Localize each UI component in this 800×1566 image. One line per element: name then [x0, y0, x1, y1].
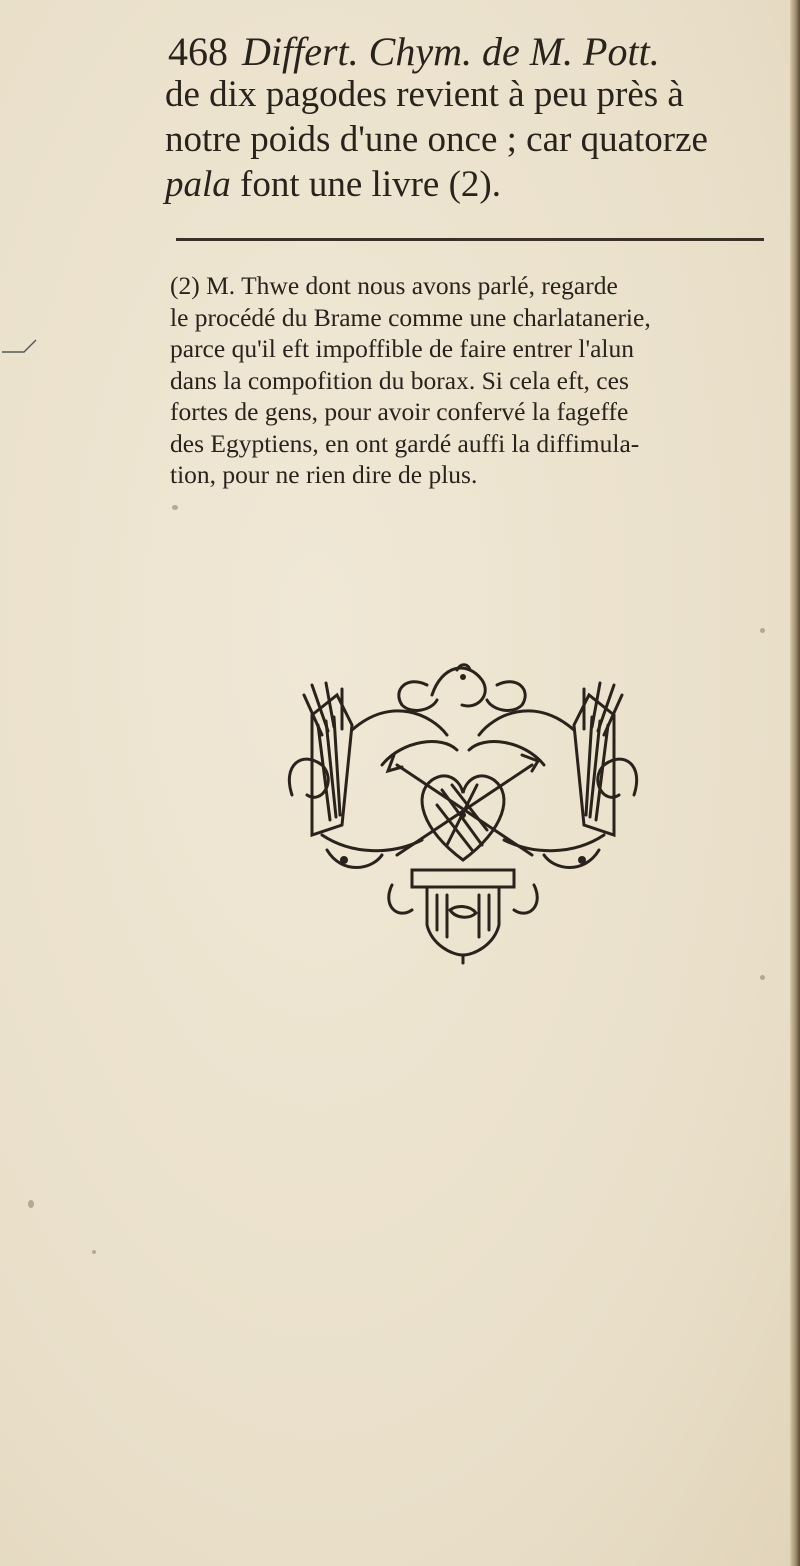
main-text — [165, 72, 785, 207]
footnote-line: fortes de gens, pour avoir confervé la fageffe — [170, 397, 629, 426]
paper-speck — [760, 628, 765, 633]
italic-word: pala — [165, 164, 231, 205]
paper-speck — [760, 975, 765, 980]
margin-pencil-mark — [0, 336, 40, 356]
footnote-rule — [176, 238, 764, 241]
page-edge-shadow — [790, 0, 800, 1566]
text-line: de dix pagodes revient à peu près à — [165, 74, 684, 115]
footnote-line: (2) M. Thwe dont nous avons parlé, regarde — [170, 271, 618, 300]
footnote — [170, 270, 770, 491]
text-line — [165, 162, 785, 207]
page-number: 468 — [168, 29, 228, 74]
paper-speck — [28, 1200, 34, 1208]
footnote-line: parce qu'il eft impoffible de faire entrer l'alun — [170, 334, 634, 363]
footnote-line: dans la compofition du borax. Si cela eft, ces — [170, 365, 629, 395]
footnote-line: des Egyptiens, en ont gardé auffi la diffimula- — [170, 428, 640, 458]
paper-speck — [92, 1250, 96, 1254]
text-line: notre poids d'une once ; car quatorze — [165, 119, 708, 160]
text-line-rest: font une livre (2). — [240, 164, 502, 205]
paper-speck — [172, 505, 178, 510]
decorative-fleuron-icon — [282, 655, 644, 965]
footnote-line: le procédé du Brame comme une charlatanerie, — [170, 302, 651, 332]
running-head — [168, 29, 778, 74]
footnote-line: tion, pour ne rien dire de plus. — [170, 460, 478, 489]
running-title: Differt. Chym. de M. Pott. — [242, 29, 660, 74]
